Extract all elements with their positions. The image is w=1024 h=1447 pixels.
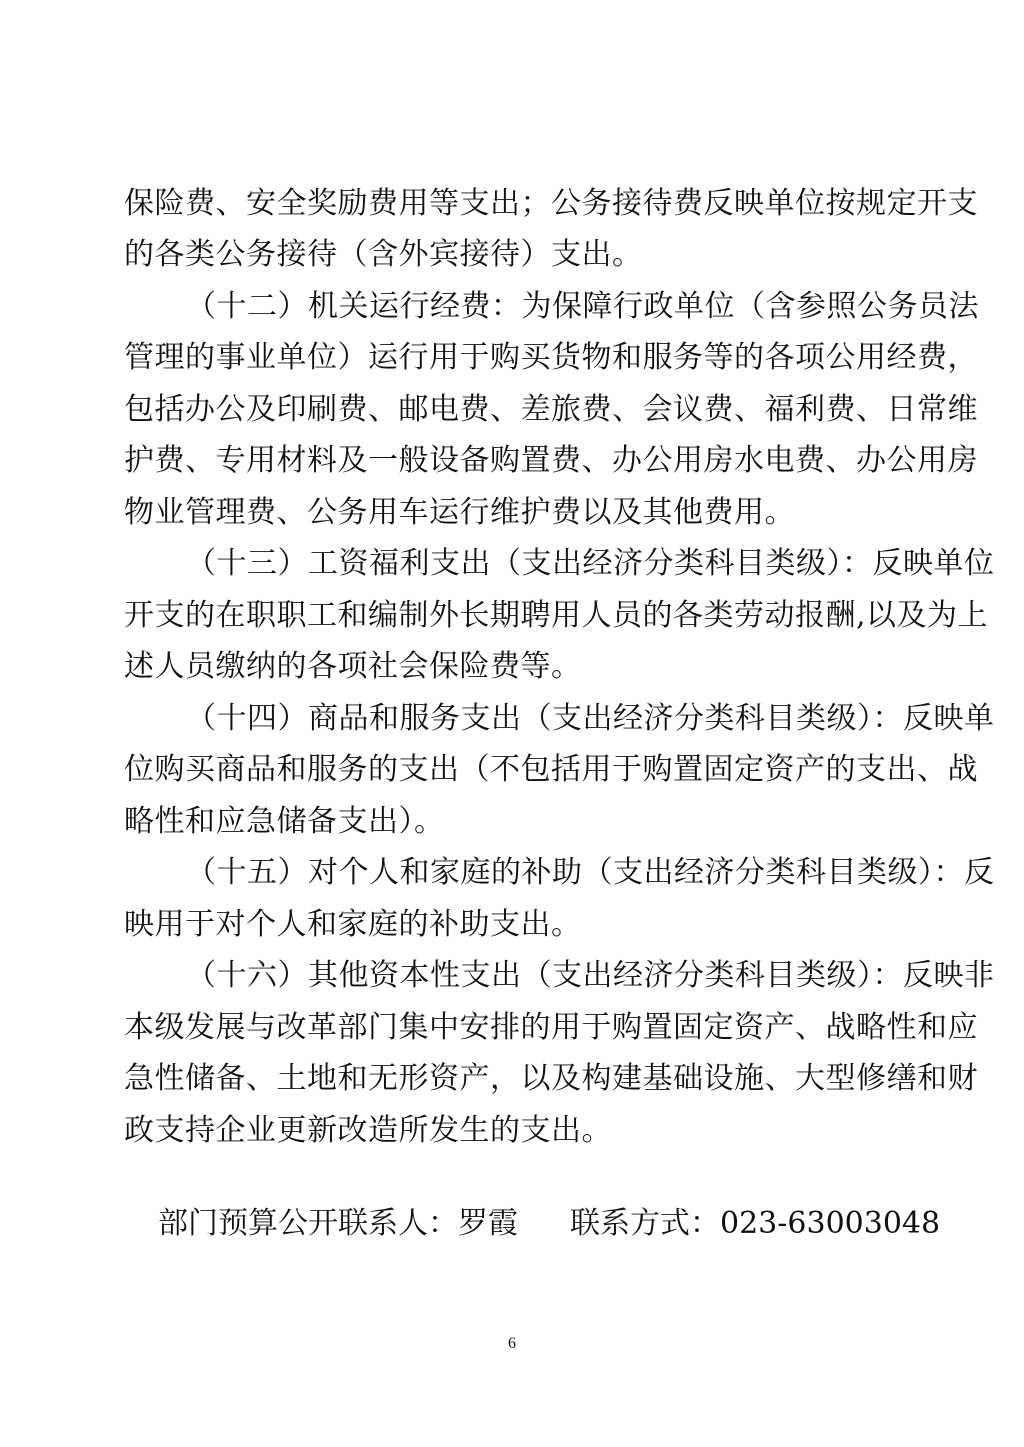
- section-heading-line: （十二）机关运行经费：为保障行政单位（含参照公务员法: [186, 289, 979, 324]
- text-line: 物业管理费、公务用车运行维护费以及其他费用。: [124, 495, 795, 530]
- section-heading-line: （十五）对个人和家庭的补助（支出经济分类科目类级）：反: [186, 855, 995, 890]
- text-line: 开支的在职职工和编制外长期聘用人员的各类劳动报酬,以及为上: [124, 598, 989, 633]
- text-line: 急性储备、土地和无形资产，以及构建基础设施、大型修缮和财: [124, 1061, 978, 1096]
- text-line: 政支持企业更新改造所发生的支出。: [124, 1113, 612, 1148]
- section-heading-line: （十四）商品和服务支出（支出经济分类科目类级）：反映单: [186, 701, 995, 736]
- text-line: 略性和应急储备支出）。: [124, 804, 445, 839]
- text-line: 保险费、安全奖励费用等支出；公务接待费反映单位按规定开支: [124, 186, 978, 221]
- contact-phone: 联系方式：023-63003048: [570, 1206, 941, 1241]
- text-line: 的各类公务接待（含外宾接待）支出。: [124, 237, 643, 272]
- section-heading-line: （十六）其他资本性支出（支出经济分类科目类级）：反映非: [186, 958, 995, 993]
- text-line: 映用于对个人和家庭的补助支出。: [124, 907, 582, 942]
- text-line: 包括办公及印刷费、邮电费、差旅费、会议费、福利费、日常维: [124, 392, 978, 427]
- page-number: 6: [508, 1335, 516, 1352]
- text-line: 本级发展与改革部门集中安排的用于购置固定资产、战略性和应: [124, 1010, 978, 1045]
- text-line: 位购买商品和服务的支出（不包括用于购置固定资产的支出、战: [124, 752, 978, 787]
- text-line: 述人员缴纳的各项社会保险费等。: [124, 649, 582, 684]
- text-line: 护费、专用材料及一般设备购置费、办公用房水电费、办公用房: [124, 443, 978, 478]
- contact-person: 部门预算公开联系人：罗霞: [158, 1206, 518, 1241]
- section-heading-line: （十三）工资福利支出（支出经济分类科目类级）：反映单位: [186, 546, 995, 581]
- text-line: 管理的事业单位）运行用于购买货物和服务等的各项公用经费，: [124, 340, 978, 375]
